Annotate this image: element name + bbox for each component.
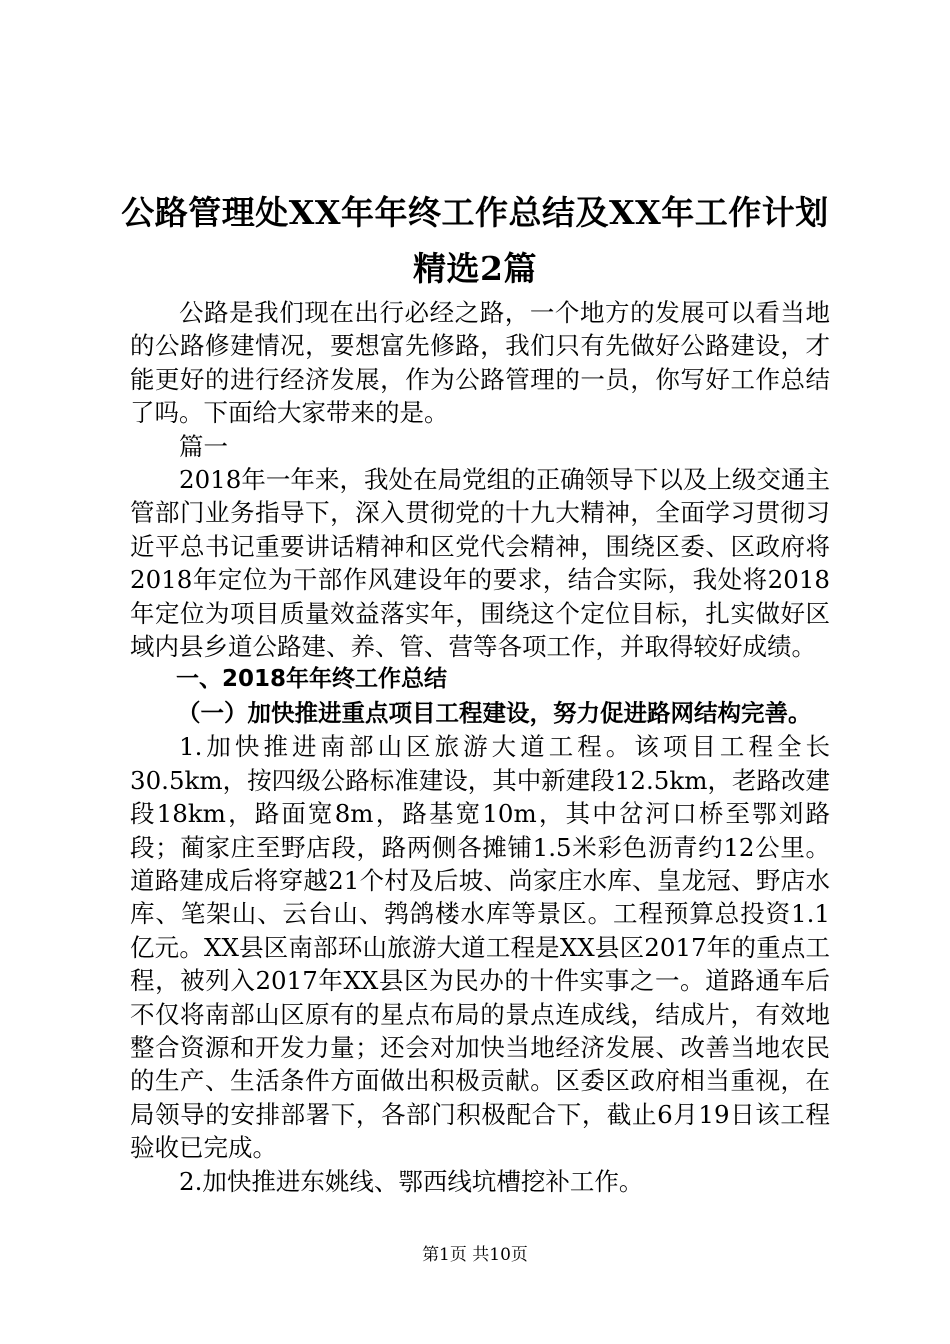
body-paragraph: 1.加快推进南部山区旅游大道工程。该项目工程全长30.5km，按四级公路标准建设，其中新建段12.5km，老路改建段18km，路面宽8m，路基宽10m，其中岔河口桥至鄂刘路段；蔺家庄至野店段，路两侧各摊铺1.5米彩色沥青约12公里。道路建成后将穿越21个村及后坡、尚家庄水库、皇龙冠、野店水库、笔架山、云台山、鹁鸽楼水库等景区。工程预算总投资1.1亿元。XX县区南部环山旅游大道工程是XX县区2017年的重点工程，被列入2017年XX县区为民办的十件实事之一。道路通车后不仅将南部山区原有的星点布局的景点连成线，结成片，有效地整合资源和开发力量；还会对加快当地经济发展、改善当地农民的生产、生活条件方面做出积极贡献。区委区政府相当重视，在局领导的安排部署下，各部门积极配合下，截止6月19日该工程验收已完成。	[130, 732, 830, 1163]
document-title: 公路管理处XX年年终工作总结及XX年工作计划精选2篇	[121, 193, 829, 288]
document-body	[130, 296, 830, 1198]
section-label: 篇一	[179, 431, 228, 461]
body-paragraph: 2.加快推进东姚线、鄂西线坑槽挖补工作。	[179, 1166, 644, 1196]
section-heading: 一、2018年年终工作总结	[176, 666, 448, 693]
body-paragraph: 2018年一年来，我处在局党组的正确领导下以及上级交通主管部门业务指导下，深入贯彻党的十九大精神，全面学习贯彻习近平总书记重要讲话精神和区党代会精神，围绕区委、区政府将2018年定位为干部作风建设年的要求，结合实际，我处将2018年定位为项目质量效益落实年，围绕这个定位目标，扎实做好区域内县乡道公路建、养、管、营等各项工作，并取得较好成绩。	[130, 465, 830, 662]
page-footer: 第1页 共10页	[422, 1245, 528, 1265]
subsection-heading: （一）加快推进重点项目工程建设，努力促进路网结构完善。	[177, 698, 812, 727]
intro-paragraph: 公路是我们现在出行必经之路，一个地方的发展可以看当地的公路修建情况，要想富先修路，我们只有先做好公路建设，才能更好的进行经济发展，作为公路管理的一员，你写好工作总结了吗。下面给大家带来的是。	[130, 298, 830, 428]
